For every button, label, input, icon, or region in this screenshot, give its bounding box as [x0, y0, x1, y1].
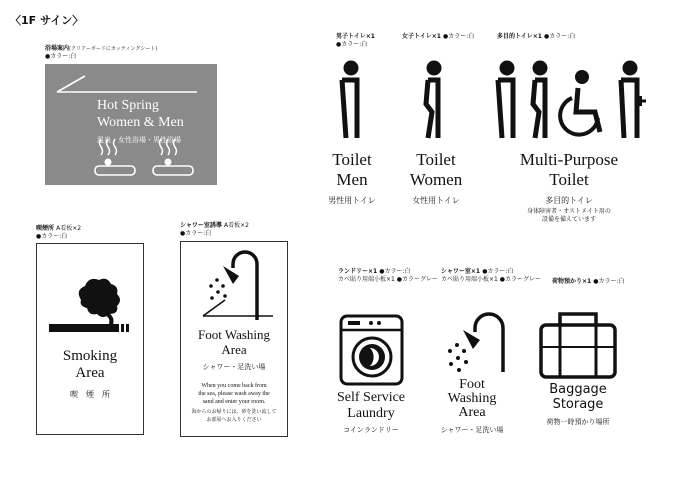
bath-line2: Women & Men [97, 115, 184, 130]
toilet-multi-note-line2: 設備を備えています [541, 216, 596, 223]
shower-small-label-line1: Foot [459, 377, 485, 392]
baggage-label [536, 382, 620, 412]
toilet-multi-caption-name: 多目的トイレ×1 [497, 33, 542, 40]
shower-small-japanese: シャワー・足洗い場 [440, 426, 504, 434]
bath-caption-color: ●カラー:白 [45, 53, 77, 60]
baggage-japanese: 荷物一時預かり場所 [546, 418, 610, 426]
smoking-caption-color: ●カラー:白 [36, 233, 68, 240]
laundry-japanese: コインランドリー [343, 426, 399, 434]
shower-note-ja-2: お部屋へお入りください [206, 417, 262, 423]
shower-small-caption-sub: カベ貼り用端小板×1 ●カラーグレー [441, 276, 541, 283]
toilet-men-label-line1: Toilet [332, 150, 372, 169]
toilet-multi-label-line2: Toilet [549, 170, 589, 189]
shower-small-caption-name: シャワー室×1 [441, 268, 481, 275]
shower-sign-caption-type: A看板×2 [223, 222, 249, 229]
smoking-japanese: 喫 煙 所 [70, 390, 110, 399]
toilet-men-caption-color: ●カラー:白 [336, 41, 368, 48]
shower-sign-japanese: シャワー・足洗い場 [202, 363, 266, 371]
bath-caption-detail: (クリアーボードにカッティングシート) [69, 46, 158, 52]
toilet-men-label-line2: Men [336, 170, 368, 189]
laundry-caption-name: ランドリー×1 [338, 268, 378, 275]
shower-note-en-1: When you come back from [201, 383, 267, 389]
toilet-women-label-line2: Women [409, 170, 463, 189]
shower-note-en-3: sand and enter your room. [202, 399, 266, 405]
toilet-women-japanese: 女性用トイレ [412, 196, 460, 205]
smoking-label-line2: Area [75, 365, 105, 381]
toilet-men-japanese: 男性用トイレ [328, 196, 376, 205]
laundry-label-line1: Self Service [336, 390, 406, 405]
laundry-label-line2: Laundry [347, 406, 395, 421]
bath-japanese: 温泉 女性浴場・男性浴場 [97, 136, 181, 144]
shower-note-ja-1: 海からのお帰りには、砂を洗い流して [191, 409, 277, 415]
shower-small-label-line2: Washing [447, 391, 497, 406]
bath-line1: Hot Spring [97, 98, 159, 113]
shower-sign-caption-color: ●カラー:白 [180, 230, 212, 237]
section-title: 〈1F サイン〉 [10, 14, 84, 27]
smoking-label-line1: Smoking [62, 348, 118, 364]
smoking-caption-type: A看板×2 [56, 225, 82, 232]
toilet-women-label-line1: Toilet [416, 150, 456, 169]
shower-small-label-line3: Area [458, 405, 486, 420]
shower-small-caption-color: ●カラー:白 [482, 268, 514, 275]
shower-sign-label-line2: Area [221, 342, 247, 357]
toilet-women-caption-color: ●カラー:白 [443, 33, 475, 40]
smoking-caption-name: 喫煙所 [36, 225, 55, 232]
bath-caption-name: 浴場案内 [45, 45, 70, 52]
shower-sign-label-line1: Foot Washing [197, 327, 271, 342]
baggage-label-line1: Baggage [549, 382, 607, 397]
laundry-caption-sub: カベ貼り用端小板×1 ●カラーグレー [338, 276, 438, 283]
toilet-multi-japanese: 多目的トイレ [545, 196, 593, 205]
baggage-label-line2: Storage [552, 397, 604, 412]
laundry-caption-color: ●カラー:白 [379, 268, 411, 275]
toilet-multi-label-line1: Multi-Purpose [519, 150, 619, 169]
baggage-caption-color: ●カラー:白 [593, 278, 625, 285]
baggage-caption-name: 荷物預かり×1 [552, 278, 592, 285]
shower-note-en-2: the sea, please wash away the [198, 391, 270, 397]
toilet-multi-caption-color: ●カラー:白 [544, 33, 576, 40]
toilet-men-caption-name: 男子トイレ×1 [336, 33, 375, 40]
toilet-women-caption-name: 女子トイレ×1 [402, 33, 441, 40]
toilet-multi-note-line1: 身体障害者・オストメイト用の [527, 208, 611, 215]
shower-sign-caption-name: シャワー室誘導 [180, 222, 222, 229]
